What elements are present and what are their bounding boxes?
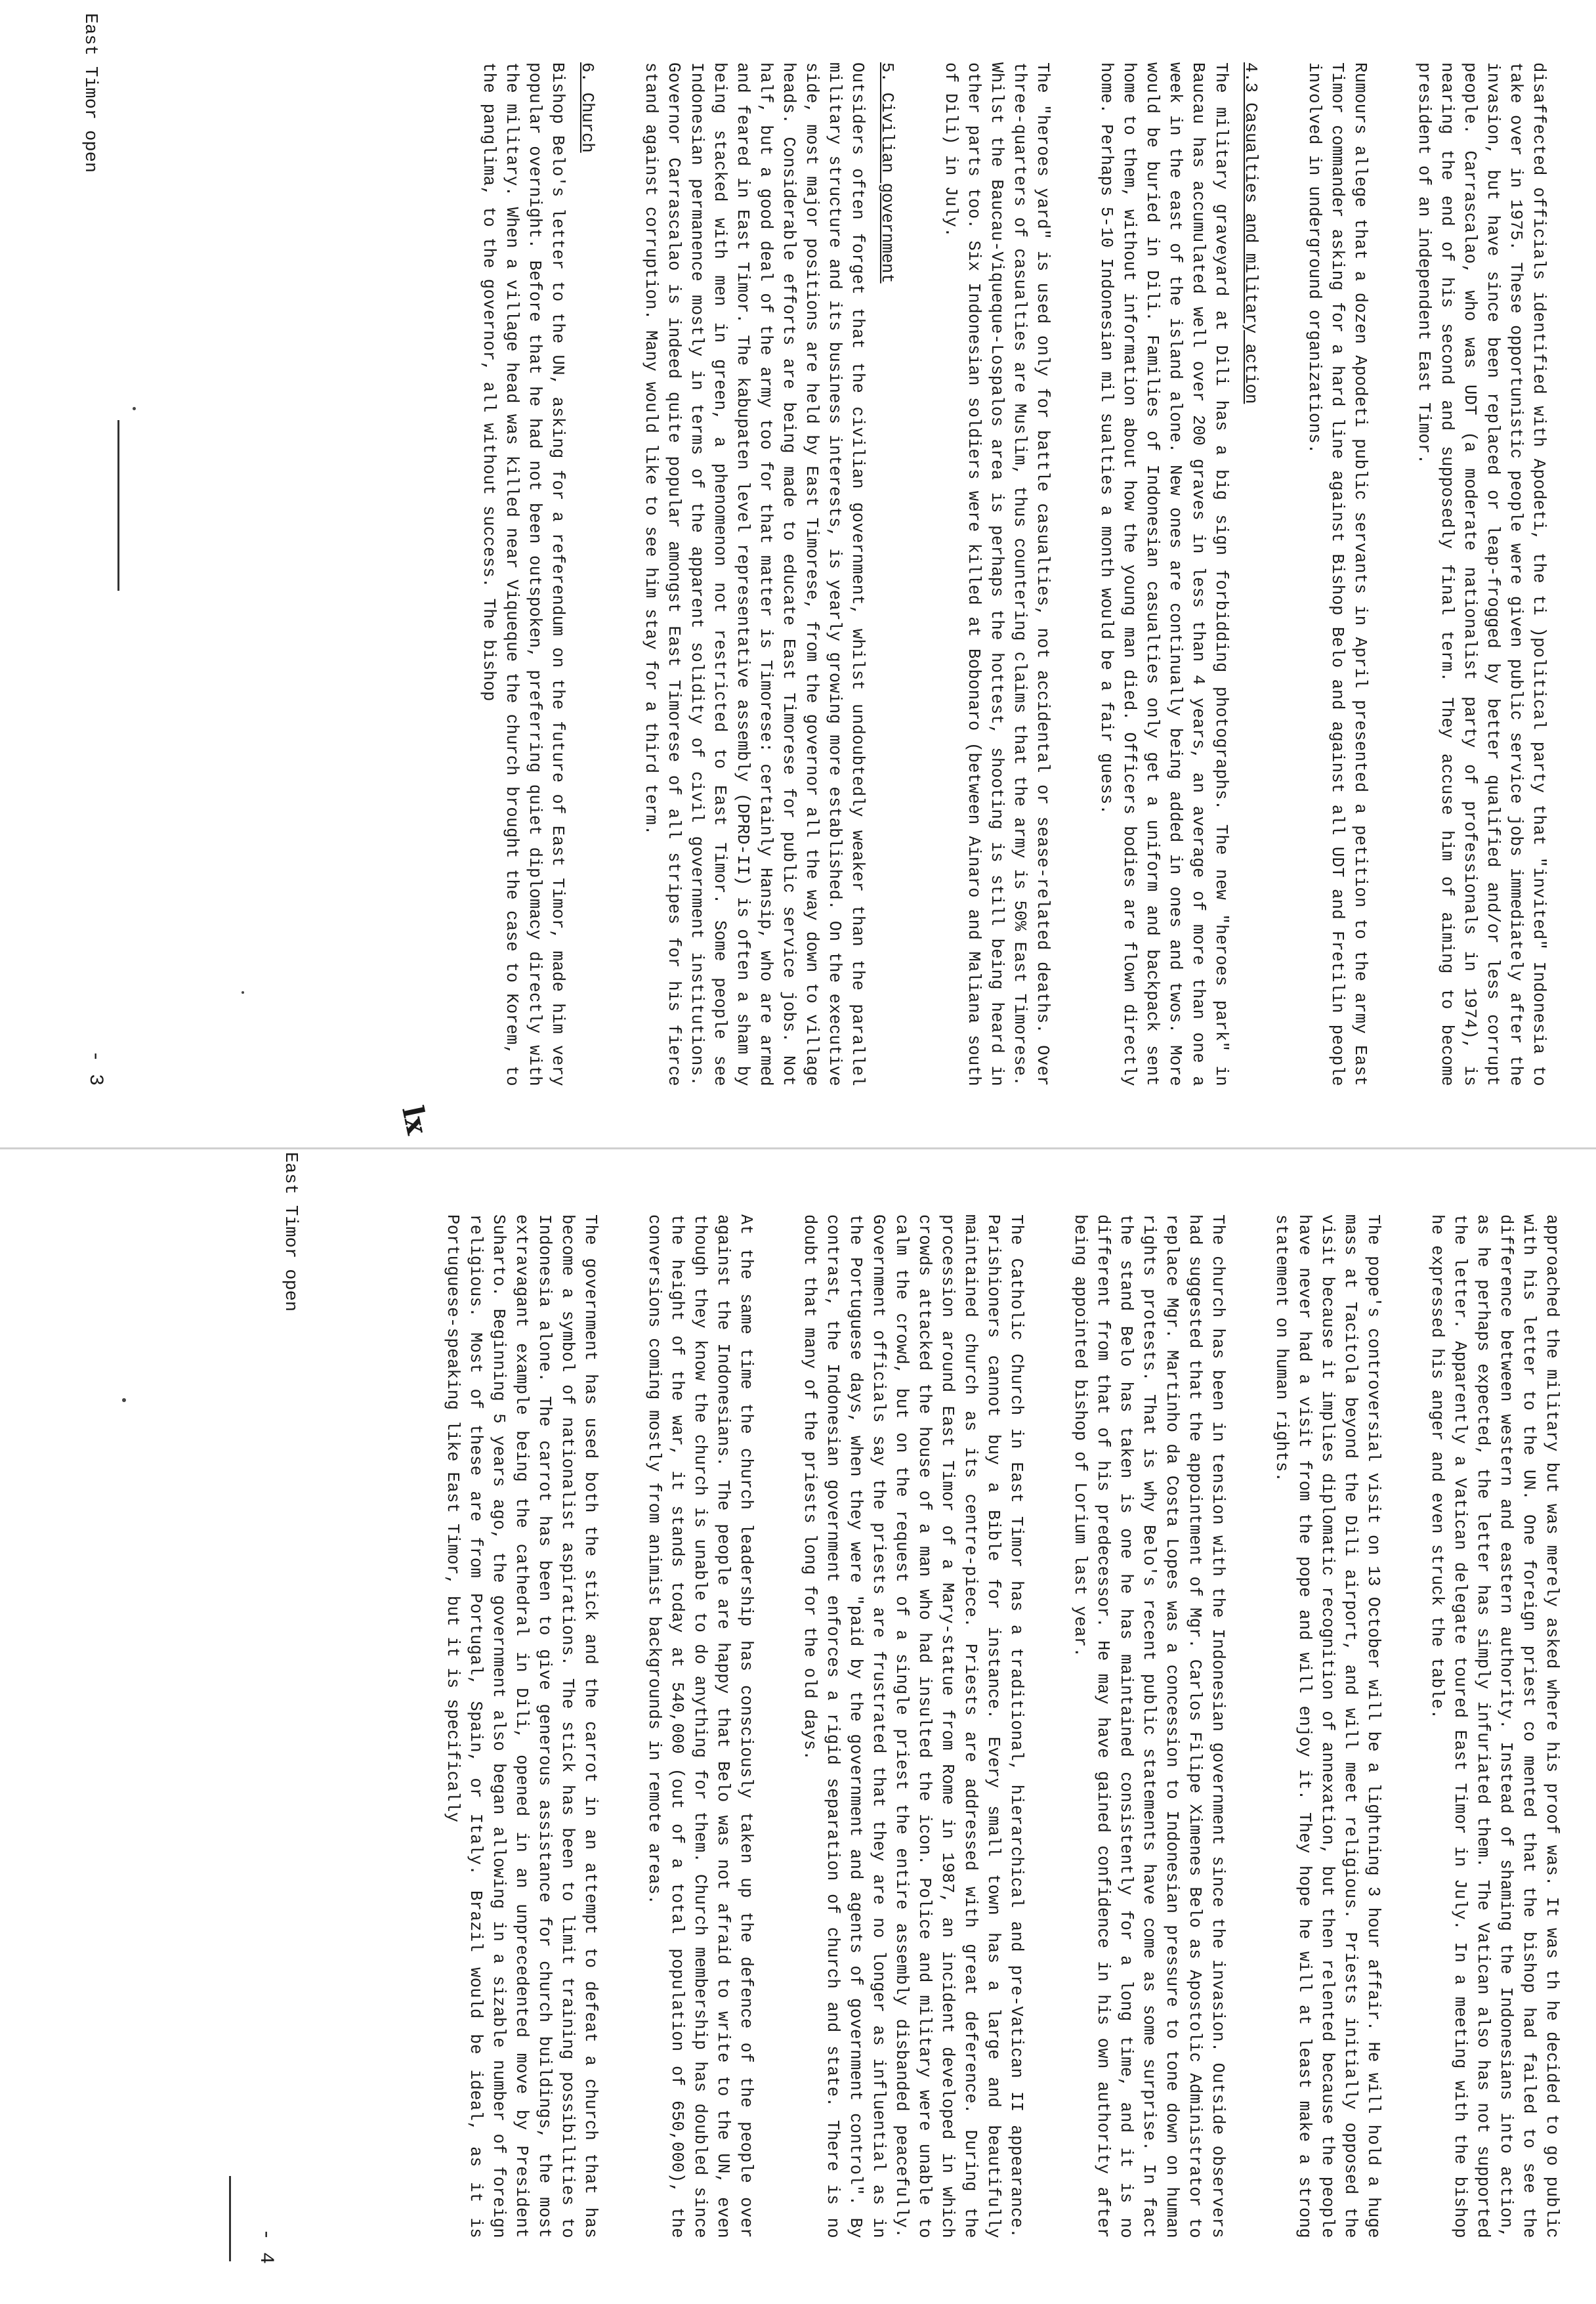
paragraph: The military graveyard at Dili has a big sign forbidding photographs. The new "heroes park" in Baucau has accumulated well over 200 graves in less than 4 years, an average of more than one a week in the east of the island alone. New ones are continually being added in ones and twos. More would be buried in Dili. Families of Indonesian casualties only get a uniform and backpack sent home to them, without information about how the young man died. Officers bodies are flown directly home. Perhaps 5-10 Indonesian mil sualties a month would be a fair guess. (1097, 62, 1230, 1086)
page-4-text (400, 1214, 1563, 2238)
page-divider (0, 1147, 1596, 1149)
handwritten-margin-mark: lx (395, 1103, 434, 1138)
scan-speck (122, 1398, 126, 1402)
paragraph: Bishop Belo's letter to the UN, asking for a referendum on the future of East Timor, made him very popular overnight. Before that he had not been outspoken, preferring quiet diplomacy directly with the military. When a village head was killed near Viqueque the church brought the case to Korem, to the panglima, to the governor, all without success. The bishop (479, 62, 567, 1086)
paragraph: disaffected officials identified with Apodeti, the ti )political party that "invited" Indonesia to take over in 1975. These opportunistic people were given public service jobs immediately after the invasion, but have since been replaced or leap-frogged by better qualified and/or less corrupt people. Carrascalao, who was UDT (a moderate nationalist party of professionals in 1974), is nearing the end of his second and supposedly final term. They accuse him of aiming to become president of an independent East Timor. (1414, 62, 1548, 1086)
page-3-text (436, 62, 1550, 1086)
page-number: - 4 (255, 2229, 277, 2265)
page-4 (0, 1152, 1596, 2304)
paragraph: The Catholic Church in East Timor has a traditional, hierarchical and pre-Vatican II appearance. Parishioners cannot buy a Bible for instance. Every small town has a large and beautifully maintained church as its centre-piece. Priests are addressed with great deference. During the procession around East Timor of a Mary-statue from Rome in 1987, an incident developed in which crowds attacked the house of a man who had insulted the icon. Police and military were unable to calm the crowd, but on the request of a single priest the entire assembly disbanded peacefully. Government officials say the priests are frustrated that they are no longer as influential as in the Portuguese days, when they were "paid by the government and agents of government control". By contrast, the Indonesian government enforces a rigid separation of church and state. There is no doubt that many of the priests long for the old days. (800, 1214, 1026, 2238)
paragraph: Rumours allege that a dozen Apodeti public servants in April presented a petition to the army East Timor commander asking for a hard line against Bishop Belo and against all UDT and Fretilin people involved in underground organizations. (1305, 62, 1370, 1086)
footer-rule (117, 420, 119, 591)
paragraph: The pope's controversial visit on 13 October will be a lightning 3 hour affair. He will hold a huge mass at Tacitola beyond the Dili airport, and will meet religious. Priests initially opposed the visit because it implies diplomatic recognition of annexation, but then relented because the people have never had a visit from the pope and will enjoy it. They hope he will at least make a strong statement on human rights. (1272, 1214, 1383, 2238)
footer-title: East Timor open (280, 1152, 300, 1312)
section-heading-casualties: 4.3 Casualties and military action (1241, 62, 1260, 404)
paragraph: Outsiders often forget that the civilian government, whilst undoubtedly weaker than the parallel military structure and its business interests, is yearly growing more established. On the executive side, most major positions are held by East Timorese, from the governor all the way down to village heads. Considerable efforts are being made to educate East Timorese for public service jobs. Not half, but a good deal of the army too for that matter is Timorese: certainly Hansip, who are armed and feared in East Timor. The kabupaten level representative assembly (DPRD-II) is often a sham by being stacked with men in green, a phenomenon not restricted to East Timor. Some people see Indonesian permanence mostly in terms of the apparent solidity of civil government institutions. Governor Carrascalao is indeed quite popular amongst East Timorese of all stripes for his fierce stand against corruption. Many would like to see him stay for a third term. (641, 62, 867, 1086)
paragraph: At the same time the church leadership has consciously taken up the defence of the people over against the Indonesians. The people are happy that Belo was not afraid to write to the UN, even though they know the church is unable to do anything for them. Church membership has doubled since the height of the war, it stands today at 540,000 (out of a total population of 650,000), the conversions coming mostly from animist backgrounds in remote areas. (644, 1214, 755, 2238)
paragraph: approached the military but was merely asked where his proof was. It was th he decided to go public with his letter to the UN. One foreign priest co mented that the bishop had failed to see the difference between western and eastern authority. Instead of shaming the Indonesians into action, as he perhaps expected, the letter has simply infuriated them. The Vatican also has not supported the letter. Apparently a Vatican delegate toured East Timor in July. In a meeting with the bishop he expressed his anger and even struck the table. (1427, 1214, 1561, 2238)
paragraph: The "heroes yard" is used only for battle casualties, not accidental or sease-related deaths. Over three-quarters of casualties are Muslim, thus countering claims that the army is 50% East Timorese. Whilst the Baucau-Viqueque-Lospalos area is perhaps the hottest, shooting is still being heard in other parts too. Six Indonesian soldiers were killed at Bobonaro (between Ainaro and Maliana south of Dili) in July. (941, 62, 1052, 1086)
footer-rule (229, 2176, 231, 2261)
section-heading-civilian-government: 5. Civilian government (877, 62, 896, 284)
section-heading-church: 6. Church (578, 62, 597, 153)
paragraph: The government has used both the stick and the carrot in an attempt to defeat a church that has become a symbol of nationalist aspirations. The stick has been to limit training possibilities to Indonesia alone. The carrot has been to give generous assistance for church buildings, the most extravagant example being the cathedral in Dili, opened in an unprecedented move by President Suharto. Beginning 5 years ago, the government also began allowing in a sizable number of foreign religious. Most of these are from Portugal, Spain, or Italy. Brazil would be ideal, as it is Portuguese-speaking like East Timor, but it is specifically (443, 1214, 600, 2238)
page-number: - 3 (84, 1050, 106, 1086)
paragraph: The church has been in tension with the Indonesian government since the invasion. Outside observers had suggested that the appointment of Mgr. Carlos Filipe Ximenes Belo as Apostolic Administrator to replace Mgr. Martinho da Costa Lopes was a concession to Indonesian pressure to tone down on human rights protests. That is why Belo's recent public statements have come as some surprise. In fact the stand Belo has taken is one he has maintained consistently for a long time, and it is no different from that of his predecessor. He may have gained confidence in his own authority after being appointed bishop of Lorium last year. (1070, 1214, 1227, 2238)
footer-title: East Timor open (80, 13, 100, 173)
scan-speck (133, 407, 136, 410)
scan-speck (242, 991, 244, 994)
